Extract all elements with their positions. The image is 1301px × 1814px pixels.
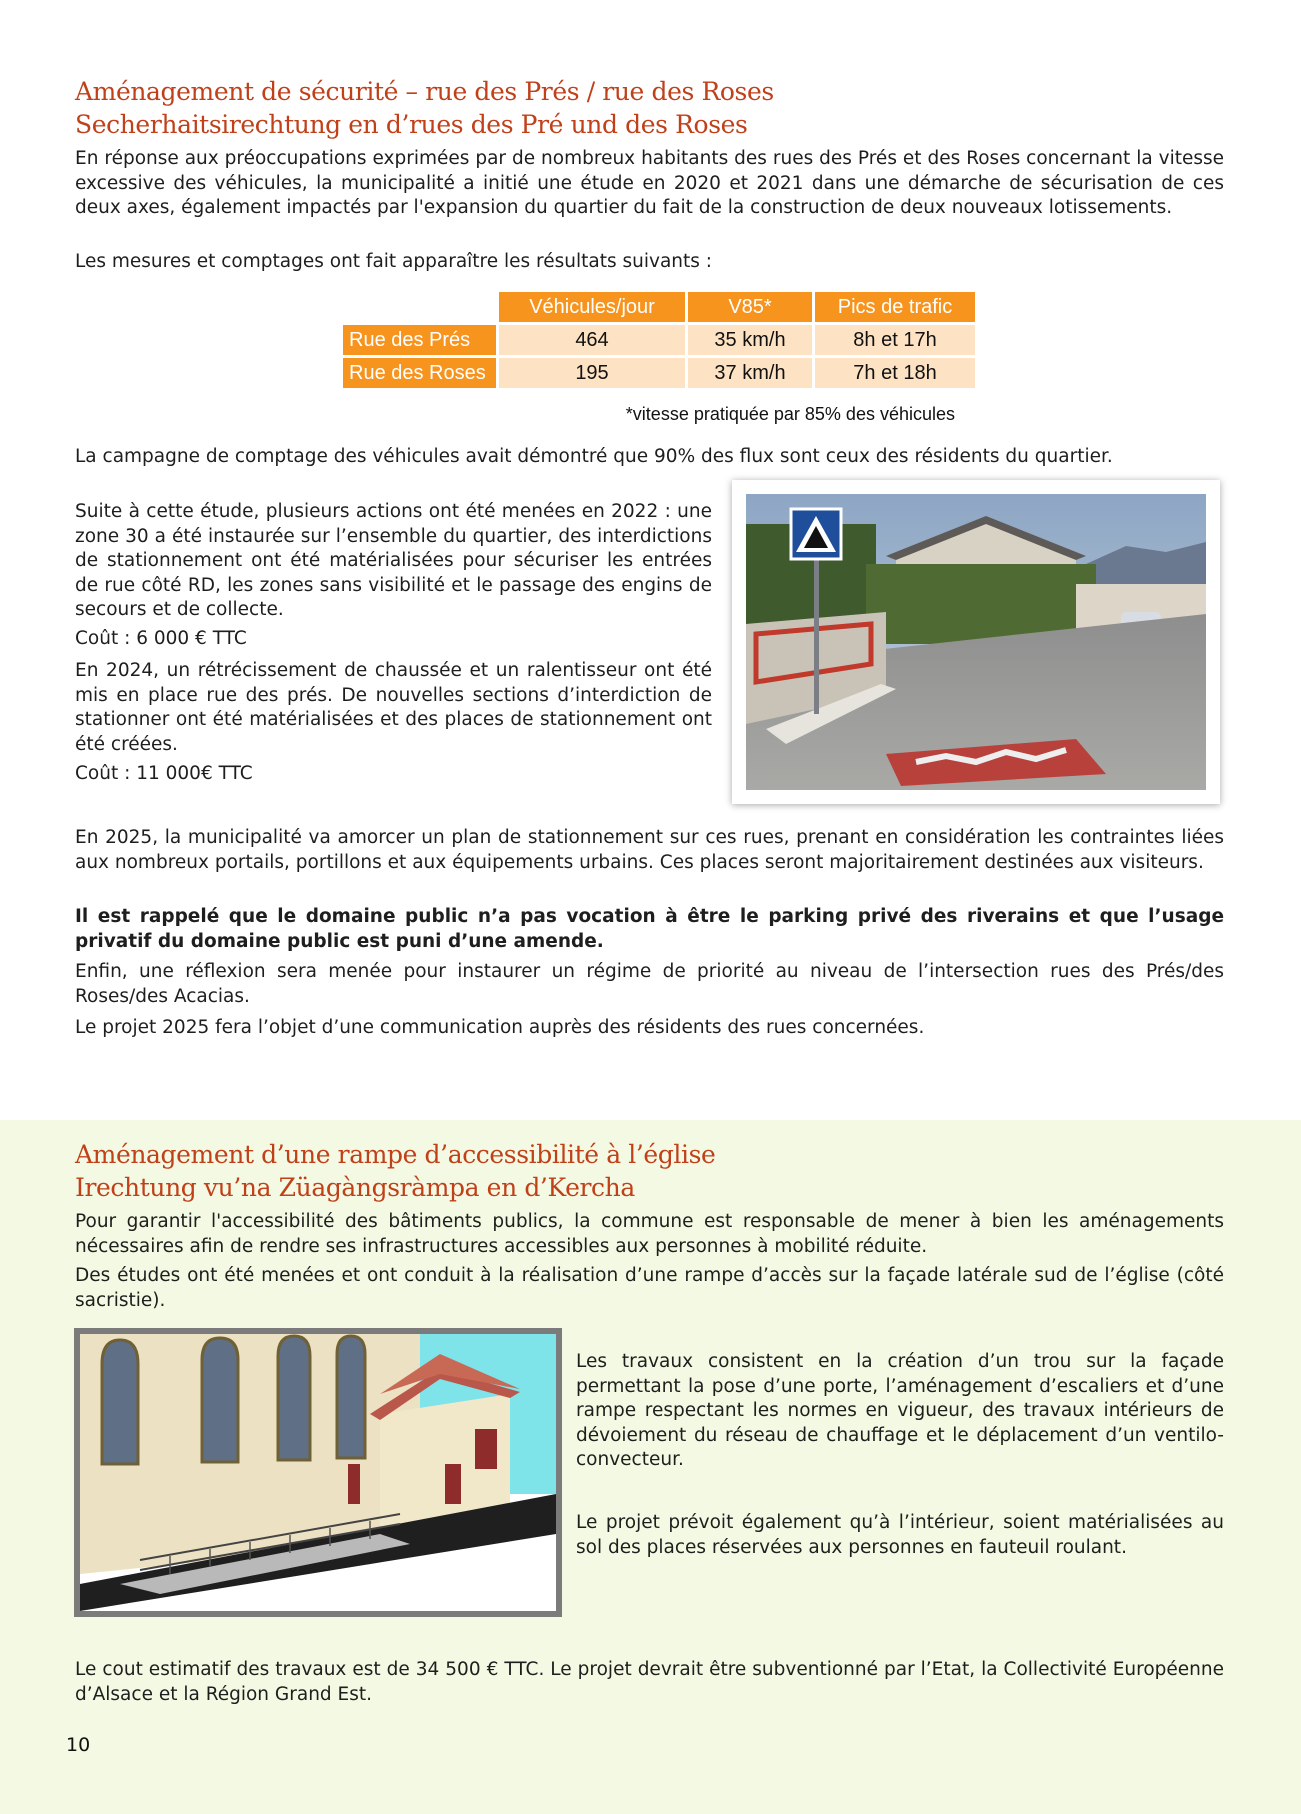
ramp-3d-render [74, 1328, 562, 1617]
interior-text: Le projet prévoit également qu’à l’intérieur, soient matérialisées au sol des places réservées aux personnes en fauteuil roulant. [576, 1512, 1224, 1558]
campaign-text: La campagne de comptage des véhicules avait démontré que 90% des flux sont ceux des résidents du quartier. [75, 446, 1113, 467]
section2-title-fr: Aménagement d’une rampe d’accessibilité à l’église [75, 1140, 716, 1169]
public-domain-reminder: Il est rappelé que le domaine public n’a pas vocation à être le parking privé des riverains et que l’usage privatif du domaine public est puni d’une amende. [75, 906, 1224, 952]
street-photo [732, 480, 1220, 804]
section2-title-als: Irechtung vu’na Züagàngsràmpa en d’Kercha [75, 1173, 635, 1202]
actions-2024: En 2024, un rétrécissement de chaussée et un ralentisseur ont été mis en place rue des prés. De nouvelles sections d’interdiction de stationner ont été matérialisées et des places de stationnement ont été créées. [75, 660, 712, 755]
row-label-roses: Rue des Roses [343, 358, 496, 388]
cost-2024: Coût : 11 000€ TTC [75, 763, 253, 784]
table-footnote: *vitesse pratiquée par 85% des véhicules [625, 404, 955, 424]
street-photo-illustration [746, 494, 1206, 790]
cell-vehicles: 464 [499, 325, 685, 355]
priority-text: Enfin, une réflexion sera menée pour instaurer un régime de priorité au niveau de l’intersection rues des Prés/des Roses/des Acacias. [75, 961, 1224, 1007]
communication-text: Le projet 2025 fera l’objet d’une communication auprès des résidents des rues concernées. [75, 1017, 925, 1038]
header-vehicles: Véhicules/jour [499, 292, 685, 322]
measures-lead: Les mesures et comptages ont fait apparaître les résultats suivants : [75, 251, 713, 272]
page-number: 10 [66, 1734, 91, 1756]
section1-title-fr: Aménagement de sécurité – rue des Prés / rue des Roses [75, 77, 774, 106]
cell-vehicles: 195 [499, 358, 685, 388]
cost-2022: Coût : 6 000 € TTC [75, 628, 247, 649]
section1-title-als: Secherhaitsirechtung en d’rues des Pré und des Roses [75, 110, 748, 139]
cost-text: Le cout estimatif des travaux est de 34 500 € TTC. Le projet devrait être subventionné par l’Etat, la Collectivité Européenne d’Alsace et la Région Grand Est. [75, 1659, 1224, 1705]
studies-text: Des études ont été menées et ont conduit à la réalisation d’une rampe d’accès sur la façade latérale sud de l’église (côté sacristie). [75, 1265, 1224, 1311]
works-text: Les travaux consistent en la création d’un trou sur la façade permettant la pose d’une porte, l’aménagement d’escaliers et d’une rampe respectant les normes en vigueur, des travaux intérieurs de dévoiement du réseau de chauffage et le déplacement d’un ventilo-convecteur. [576, 1351, 1224, 1470]
row-label-pres: Rue des Prés [343, 325, 496, 355]
header-peaks: Pics de trafic [815, 292, 975, 322]
table-row [343, 325, 975, 355]
table-corner [343, 292, 496, 322]
cell-v85: 35 km/h [688, 325, 812, 355]
traffic-table [340, 289, 978, 391]
cell-v85: 37 km/h [688, 358, 812, 388]
cell-peaks: 8h et 17h [815, 325, 975, 355]
section2-intro: Pour garantir l'accessibilité des bâtiments publics, la commune est responsable de mener à bien les aménagements nécessaires afin de rendre ses infrastructures accessibles aux personnes à mobilité réduite. [75, 1211, 1224, 1257]
traffic-table-header-row [343, 292, 975, 322]
actions-2022: Suite à cette étude, plusieurs actions ont été menées en 2022 : une zone 30 a été instaurée sur l’ensemble du quartier, des interdictions de stationnement ont été matérialisées pour sécuriser les entrées de rue côté RD, les zones sans visibilité et le passage des engins de secours et de collecte. [75, 501, 712, 620]
ramp-render-illustration [80, 1334, 556, 1611]
table-row [343, 358, 975, 388]
section1-intro: En réponse aux préoccupations exprimées par de nombreux habitants des rues des Prés et des Roses concernant la vitesse excessive des véhicules, la municipalité a initié une étude en 2020 et 2021 dans une démarche de sécurisation de ces deux axes, également impactés par l'expansion du quartier du fait de la construction de deux nouveaux lotissements. [75, 148, 1224, 218]
header-v85: V85* [688, 292, 812, 322]
cell-peaks: 7h et 18h [815, 358, 975, 388]
plan-2025: En 2025, la municipalité va amorcer un plan de stationnement sur ces rues, prenant en considération les contraintes liées aux nombreux portails, portillons et aux équipements urbains. Ces places seront majoritairement destinées aux visiteurs. [75, 827, 1224, 873]
